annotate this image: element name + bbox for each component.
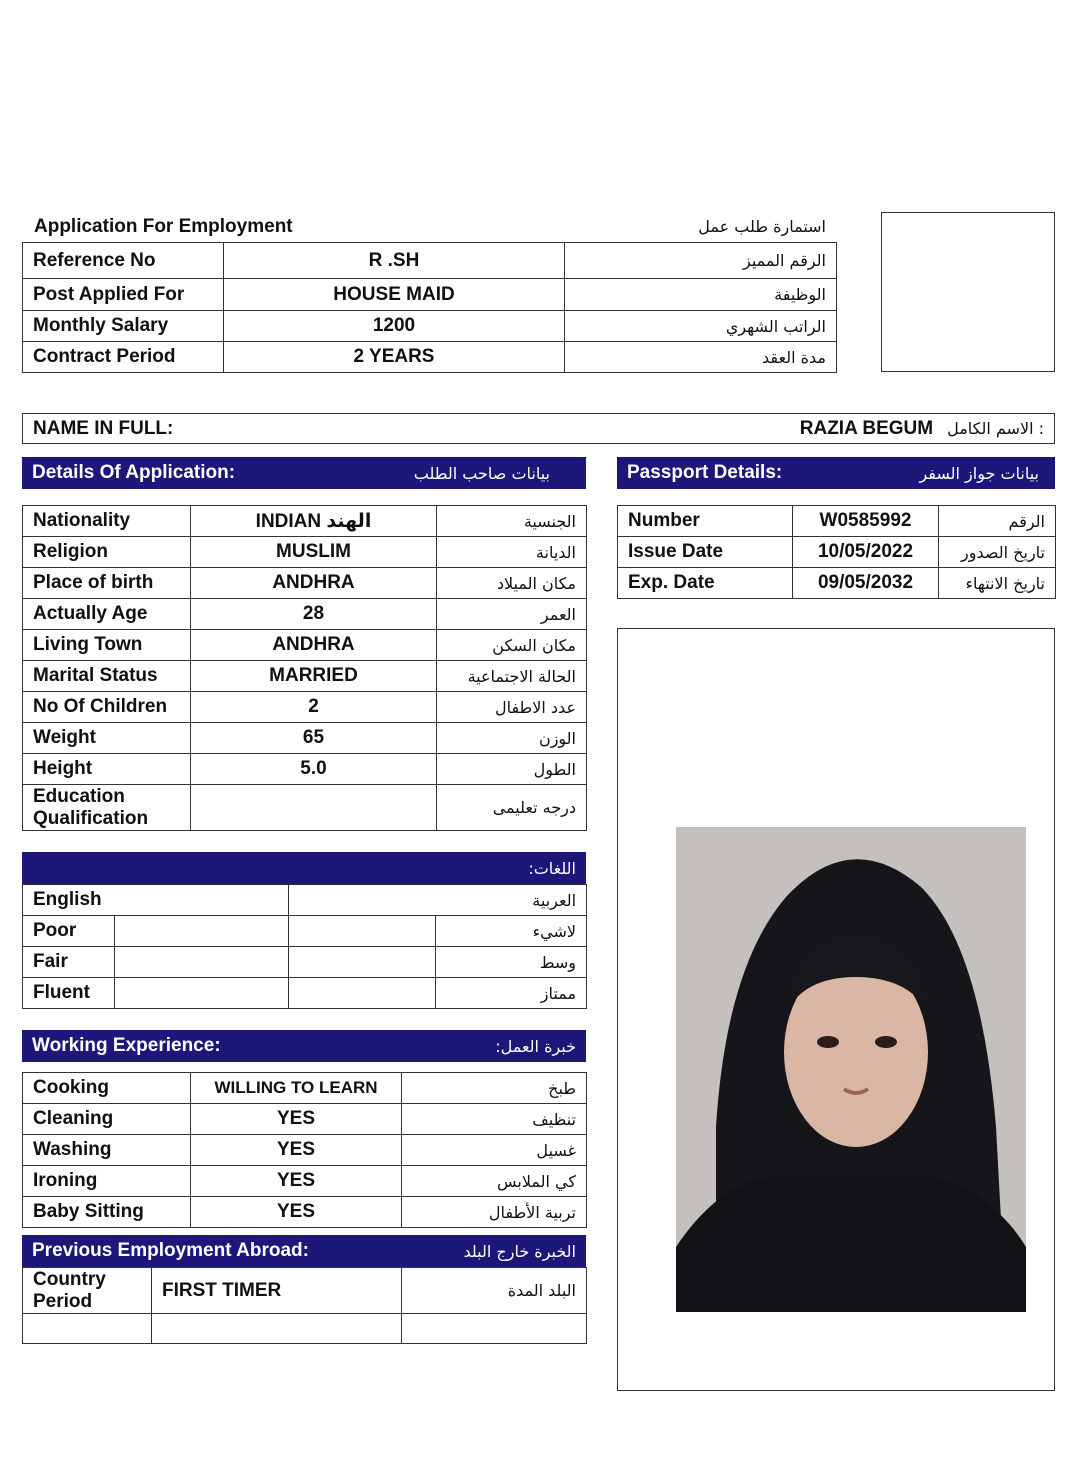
table-row — [23, 723, 587, 754]
empty-cell — [152, 1314, 402, 1344]
arabic-fair-cell — [289, 947, 436, 978]
washing-label-ar: غسيل — [402, 1135, 587, 1166]
table-row — [23, 537, 587, 568]
living-town-value: ANDHRA — [191, 630, 437, 661]
empty-cell — [23, 1314, 152, 1344]
issue-date-value: 10/05/2022 — [793, 537, 939, 568]
country-period-label — [23, 1268, 152, 1314]
fluent-label: Fluent — [23, 978, 115, 1009]
poor-label-ar: لاشيء — [436, 916, 587, 947]
table-row — [23, 916, 587, 947]
reference-no-value: R .SH — [224, 243, 565, 279]
details-title: Details Of Application: — [32, 462, 236, 483]
monthly-salary-label: Monthly Salary — [23, 311, 224, 342]
arabic-fluent-cell — [289, 978, 436, 1009]
table-row — [23, 1104, 587, 1135]
children-label-ar: عدد الاطفال — [437, 692, 587, 723]
table-row — [23, 885, 587, 916]
details-section-header — [22, 457, 586, 489]
nationality-value: INDIAN الهند — [191, 506, 437, 537]
previous-label-ar: البلد المدة — [402, 1268, 587, 1314]
english-poor-cell — [115, 916, 289, 947]
table-row — [23, 599, 587, 630]
cleaning-label: Cleaning — [23, 1104, 191, 1135]
table-row — [23, 661, 587, 692]
table-row — [23, 630, 587, 661]
age-label: Actually Age — [23, 599, 191, 630]
passport-number-value: W0585992 — [793, 506, 939, 537]
cooking-label: Cooking — [23, 1073, 191, 1104]
nationality-label: Nationality — [23, 506, 191, 537]
previous-value: FIRST TIMER — [152, 1268, 402, 1314]
contract-period-value: 2 YEARS — [224, 342, 565, 373]
full-name-value: RAZIA BEGUM — [799, 417, 934, 439]
table-row — [23, 279, 837, 311]
education-label-line1: Education — [33, 785, 125, 807]
living-town-label: Living Town — [23, 630, 191, 661]
full-name-row — [22, 413, 1055, 444]
education-value — [191, 785, 437, 831]
table-row — [618, 506, 1056, 537]
poor-label: Poor — [23, 916, 115, 947]
issue-date-label-ar: تاريخ الصدور — [939, 537, 1056, 568]
table-row — [23, 568, 587, 599]
expiry-date-value: 09/05/2032 — [793, 568, 939, 599]
nationality-label-ar: الجنسية — [437, 506, 587, 537]
expiry-date-label: Exp. Date — [618, 568, 793, 599]
cooking-label-ar: طبخ — [402, 1073, 587, 1104]
period-label: Period — [33, 1290, 93, 1312]
table-row — [23, 1268, 587, 1314]
height-value: 5.0 — [191, 754, 437, 785]
photo-placeholder-box — [881, 212, 1055, 372]
post-applied-value: HOUSE MAID — [224, 279, 565, 311]
expiry-date-label-ar: تاريخ الانتهاء — [939, 568, 1056, 599]
previous-title: Previous Employment Abroad: — [32, 1240, 309, 1261]
education-label-ar: درجه تعليمى — [437, 785, 587, 831]
height-label-ar: الطول — [437, 754, 587, 785]
table-row — [23, 1314, 587, 1344]
country-label: Country — [33, 1268, 106, 1290]
baby-sitting-value: YES — [191, 1197, 402, 1228]
details-table — [22, 505, 587, 831]
contract-period-label-ar: مدة العقد — [565, 342, 837, 373]
english-fair-cell — [115, 947, 289, 978]
table-row — [23, 243, 837, 279]
religion-value: MUSLIM — [191, 537, 437, 568]
table-row — [23, 754, 587, 785]
age-label-ar: العمر — [437, 599, 587, 630]
previous-section-header — [22, 1235, 586, 1267]
table-row — [23, 1135, 587, 1166]
place-of-birth-label-ar: مكان الميلاد — [437, 568, 587, 599]
languages-table — [22, 884, 587, 1009]
table-row — [23, 506, 587, 537]
post-applied-label: Post Applied For — [23, 279, 224, 311]
previous-table — [22, 1267, 587, 1344]
table-row — [618, 568, 1056, 599]
weight-label-ar: الوزن — [437, 723, 587, 754]
languages-title-ar: اللغات: — [528, 858, 576, 878]
washing-value: YES — [191, 1135, 402, 1166]
experience-title-ar: خبرة العمل: — [495, 1036, 576, 1056]
passport-section-header — [617, 457, 1055, 489]
monthly-salary-value: 1200 — [224, 311, 565, 342]
table-row — [618, 537, 1056, 568]
baby-sitting-label-ar: تربية الأطفال — [402, 1197, 587, 1228]
table-row — [23, 1166, 587, 1197]
washing-label: Washing — [23, 1135, 191, 1166]
children-value: 2 — [191, 692, 437, 723]
arabic-poor-cell — [289, 916, 436, 947]
table-row — [23, 1197, 587, 1228]
previous-title-ar: الخبرة خارج البلد — [463, 1241, 576, 1261]
cooking-value: WILLING TO LEARN — [191, 1073, 402, 1104]
fair-label: Fair — [23, 947, 115, 978]
issue-date-label: Issue Date — [618, 537, 793, 568]
english-label: English — [23, 885, 289, 916]
weight-label: Weight — [23, 723, 191, 754]
ironing-label: Ironing — [23, 1166, 191, 1197]
place-of-birth-label: Place of birth — [23, 568, 191, 599]
full-name-label-ar: : الاسم الكامل — [947, 419, 1044, 438]
living-town-label-ar: مكان السكن — [437, 630, 587, 661]
baby-sitting-label: Baby Sitting — [23, 1197, 191, 1228]
monthly-salary-label-ar: الراتب الشهري — [565, 311, 837, 342]
children-label: No Of Children — [23, 692, 191, 723]
photo-frame — [617, 628, 1055, 1391]
english-fluent-cell — [115, 978, 289, 1009]
place-of-birth-value: ANDHRA — [191, 568, 437, 599]
ironing-value: YES — [191, 1166, 402, 1197]
fair-label-ar: وسط — [436, 947, 587, 978]
table-row — [23, 978, 587, 1009]
form-title-ar: استمارة طلب عمل — [698, 217, 826, 236]
form-title: Application For Employment — [34, 216, 293, 237]
education-label-line2: Qualification — [33, 807, 149, 829]
passport-title-ar: بيانات جواز السفر — [919, 463, 1039, 483]
arabic-label: العربية — [289, 885, 587, 916]
reference-no-label: Reference No — [23, 243, 224, 279]
marital-status-label: Marital Status — [23, 661, 191, 692]
table-row — [23, 342, 837, 373]
full-name-label: NAME IN FULL: — [33, 417, 174, 439]
passport-number-label: Number — [618, 506, 793, 537]
education-label — [23, 785, 191, 831]
contract-period-label: Contract Period — [23, 342, 224, 373]
fluent-label-ar: ممتاز — [436, 978, 587, 1009]
marital-status-label-ar: الحالة الاجتماعية — [437, 661, 587, 692]
cleaning-label-ar: تنظيف — [402, 1104, 587, 1135]
languages-section-header — [22, 852, 586, 884]
details-title-ar: بيانات صاحب الطلب — [413, 463, 550, 483]
post-applied-label-ar: الوظيفة — [565, 279, 837, 311]
experience-title: Working Experience: — [32, 1035, 221, 1056]
table-row — [23, 1073, 587, 1104]
table-row — [23, 692, 587, 723]
cleaning-value: YES — [191, 1104, 402, 1135]
age-value: 28 — [191, 599, 437, 630]
reference-no-label-ar: الرقم المميز — [565, 243, 837, 279]
ironing-label-ar: كي الملابس — [402, 1166, 587, 1197]
weight-value: 65 — [191, 723, 437, 754]
experience-table — [22, 1072, 587, 1228]
height-label: Height — [23, 754, 191, 785]
header-table — [22, 242, 837, 373]
experience-section-header — [22, 1030, 586, 1062]
table-row — [23, 947, 587, 978]
passport-table — [617, 505, 1056, 599]
religion-label-ar: الديانة — [437, 537, 587, 568]
religion-label: Religion — [23, 537, 191, 568]
passport-title: Passport Details: — [627, 462, 783, 483]
table-row — [23, 311, 837, 342]
empty-cell — [402, 1314, 587, 1344]
applicant-photo — [676, 827, 1026, 1312]
passport-number-label-ar: الرقم — [939, 506, 1056, 537]
table-row — [23, 785, 587, 831]
marital-status-value: MARRIED — [191, 661, 437, 692]
